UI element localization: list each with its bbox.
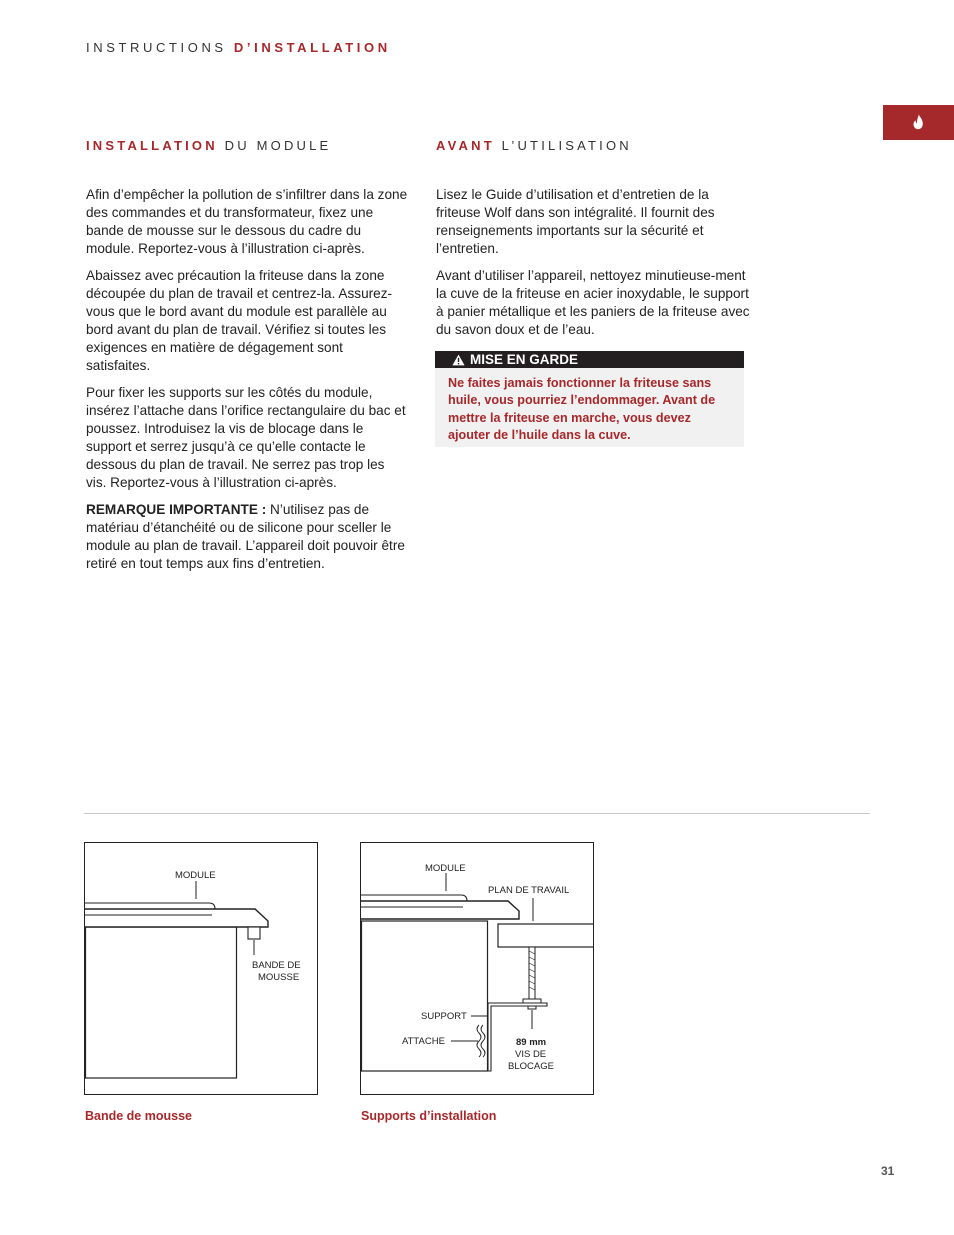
section-title-avant bbox=[436, 138, 632, 153]
section-tab bbox=[883, 105, 954, 140]
section-title-rest: L’UTILISATION bbox=[501, 138, 632, 153]
label-foam-strip-1: BANDE DE bbox=[252, 960, 301, 971]
label-support: SUPPORT bbox=[421, 1011, 467, 1022]
running-header bbox=[86, 40, 391, 55]
section-title-rest: DU MODULE bbox=[224, 138, 332, 153]
page-number: 31 bbox=[881, 1164, 895, 1178]
label-lock-screw-1: VIS DE bbox=[515, 1049, 547, 1060]
flame-icon bbox=[912, 114, 925, 130]
header-accent: D’INSTALLATION bbox=[233, 40, 391, 55]
divider bbox=[84, 813, 870, 814]
figure-installation-brackets bbox=[360, 842, 594, 1095]
label-clip: ATTACHE bbox=[402, 1036, 445, 1047]
caption-foam-strip: Bande de mousse bbox=[85, 1109, 192, 1123]
label-foam-strip-2: MOUSSE bbox=[258, 972, 300, 983]
figure-foam-strip bbox=[84, 842, 318, 1095]
paragraph: Pour fixer les supports sur les côtés du module, insérez l’attache dans l’orifice rectangulaire du bac et poussez. Introduisez la vis de blocage dans le support et serrez jusqu’à ce qu’elle contacte le dessous du plan de travail. Ne serrez pas trop les vis. Reportez-vous à l’illustration ci-après. bbox=[86, 385, 406, 490]
label-module: MODULE bbox=[425, 863, 466, 874]
warning-text: Ne faites jamais fonctionner la friteuse sans huile, vous pourriez l’endommager. Avant de mettre la friteuse en marche, vous devez ajouter de l’huile dans la cuve. bbox=[448, 376, 716, 443]
label-lock-screw-2: BLOCAGE bbox=[508, 1061, 554, 1072]
paragraph: Afin d’empêcher la pollution de s’infiltrer dans la zone des commandes et du transformateur, fixez une bande de mousse sur le dessous du cadre du module. Reportez-vous à l’illustration ci-après. bbox=[86, 187, 408, 256]
note-text: N’utilisez pas de matériau d’étanchéité ou de silicone pour sceller le module au plan de travail. L’appareil doit pouvoir être retiré en tout temps aux fins d’entretien. bbox=[86, 502, 405, 571]
note-label: REMARQUE IMPORTANTE : bbox=[86, 502, 267, 517]
label-module: MODULE bbox=[175, 870, 216, 881]
warning-title: MISE EN GARDE bbox=[470, 351, 579, 367]
right-column bbox=[436, 186, 750, 348]
left-column bbox=[86, 186, 408, 582]
warning-box bbox=[435, 351, 744, 447]
caption-installation-brackets: Supports d’installation bbox=[361, 1109, 497, 1123]
header-prefix: INSTRUCTIONS bbox=[86, 40, 227, 55]
section-title-installation bbox=[86, 138, 331, 153]
warning-header bbox=[435, 351, 744, 368]
important-note bbox=[86, 501, 408, 573]
section-title-accent: INSTALLATION bbox=[86, 138, 218, 153]
paragraph: Abaissez avec précaution la friteuse dans la zone découpée du plan de travail et centrez-la. Assurez-vous que le bord avant du module est parallèle au bord avant du plan de travail. Vérifiez si toutes les exigences en matière de dégagement sont satisfaites. bbox=[86, 268, 393, 373]
label-countertop: PLAN DE TRAVAIL bbox=[488, 885, 570, 896]
paragraph: Lisez le Guide d’utilisation et d’entretien de la friteuse Wolf dans son intégralité. Il fournit des renseignements importants sur la sécurité et l’entretien. bbox=[436, 187, 715, 256]
paragraph: Avant d’utiliser l’appareil, nettoyez minutieuse-ment la cuve de la friteuse en acier inoxydable, le support à panier métallique et les paniers de la friteuse avec du savon doux et de l’eau. bbox=[436, 268, 750, 337]
label-dimension: 89 mm bbox=[516, 1037, 547, 1048]
section-title-accent: AVANT bbox=[436, 138, 495, 153]
warning-triangle-icon bbox=[452, 354, 465, 366]
foam-strip-illustration bbox=[85, 843, 317, 1094]
brackets-illustration bbox=[361, 843, 593, 1094]
